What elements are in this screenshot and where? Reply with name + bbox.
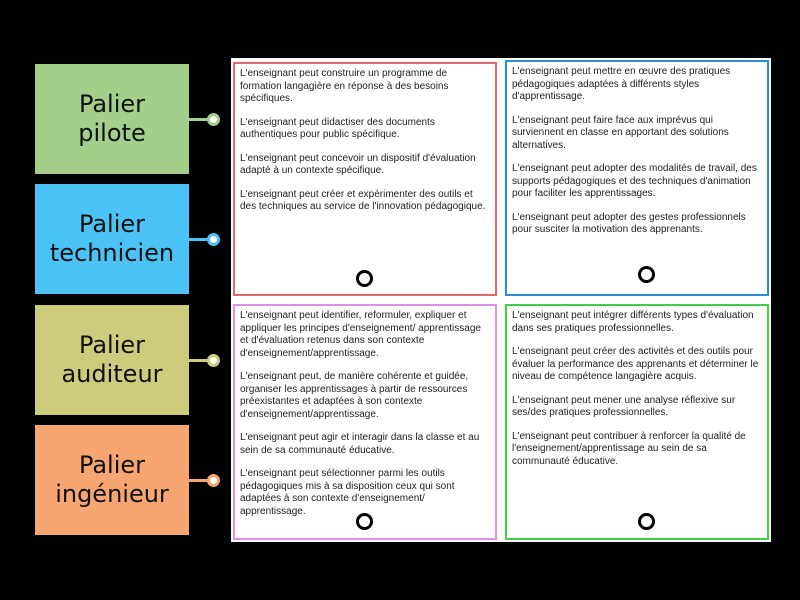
tile-label-line2: technicien — [49, 239, 175, 267]
card-paragraph: L'enseignant peut didactiser des documents authentiques pour public spécifique. — [240, 116, 435, 140]
tile-palier-ingenieur[interactable] — [35, 425, 189, 535]
drop-target-circle-icon[interactable] — [638, 266, 655, 283]
description-card-2 — [505, 60, 769, 296]
tile-connector-handle-icon[interactable] — [207, 233, 220, 246]
card-paragraph: L'enseignant peut concevoir un dispositif d'évaluation adapté à un contexte spécifique. — [240, 152, 476, 176]
tile-connector-handle-icon[interactable] — [207, 474, 220, 487]
card-paragraph: L'enseignant peut mener une analyse réflexive sur ses/des pratiques professionnelles. — [512, 394, 736, 418]
tile-label — [78, 90, 145, 148]
card-paragraph: L'enseignant peut agir et interagir dans la classe et au sein de sa communauté éducative. — [240, 432, 480, 456]
drop-target-circle-icon[interactable] — [638, 513, 655, 530]
tile-label-line2: pilote — [78, 119, 146, 147]
drop-target-circle-icon[interactable] — [356, 513, 373, 530]
card-paragraph: L'enseignant peut adopter des modalités de travail, des supports pédagogiques et des techniques d'animation pour faciliter les apprentissages. — [512, 163, 757, 199]
tile-label — [55, 451, 169, 509]
card-paragraph: L'enseignant peut faire face aux imprévus qui surviennent en classe en apportant des solutions alternatives. — [512, 114, 729, 151]
tile-label-line1: Palier — [78, 451, 146, 479]
tile-palier-auditeur[interactable] — [35, 305, 189, 415]
tile-label — [61, 331, 162, 389]
card-paragraph: L'enseignant peut construire un programme de formation langagière en réponse à des besoins spécifiques. — [240, 68, 449, 104]
tile-palier-technicien[interactable] — [35, 184, 189, 294]
card-paragraph: L'enseignant peut, de manière cohérente et guidée, organiser les apprentissages à partir de ressources préexistantes et adaptées à son contexte d'enseignement/apprentissage. — [240, 371, 469, 420]
drop-target-circle-icon[interactable] — [356, 270, 373, 287]
card-paragraph: L'enseignant peut créer des activités et des outils pour évaluer la performance des apprenants et déterminer le niveau de compétence langagière acquis. — [512, 346, 759, 382]
card-paragraph: L'enseignant peut créer et expérimenter des outils et des techniques au service de l'innovation pédagogique. — [240, 188, 486, 212]
card-paragraph: L'enseignant peut sélectionner parmi les outils pédagogiques mis à sa disposition ceux qui sont adaptées à son contexte d'enseignement/ apprentissage. — [240, 468, 455, 517]
tile-label — [50, 210, 174, 268]
tile-label-line2: ingénieur — [55, 480, 169, 508]
card-paragraph: L'enseignant peut identifier, reformuler, expliquer et appliquer les principes d'enseignement/ apprentissage et d'évaluation retenus dans son contexte d'enseignement/apprentissage. — [240, 310, 481, 359]
matching-board — [231, 58, 771, 542]
tile-label-line1: Palier — [78, 331, 146, 359]
card-paragraph: L'enseignant peut contribuer à renforcer la qualité de l'enseignement/apprentissage au sein de sa communauté éducative. — [512, 430, 746, 467]
tile-connector-handle-icon[interactable] — [207, 113, 220, 126]
tile-connector-handle-icon[interactable] — [207, 354, 220, 367]
tile-label-line1: Palier — [78, 210, 146, 238]
card-paragraph: L'enseignant peut mettre en œuvre des pratiques pédagogiques adaptées à différents styles d'apprentissage. — [512, 66, 731, 102]
card-paragraph: L'enseignant peut adopter des gestes professionnels pour susciter la motivation des apprenants. — [512, 211, 746, 235]
description-card-4 — [505, 304, 769, 540]
tile-label-line1: Palier — [78, 90, 146, 118]
card-paragraph: L'enseignant peut intégrer différents types d'évaluation dans ses pratiques professionnelles. — [512, 310, 754, 334]
tile-label-line2: auditeur — [61, 360, 163, 388]
tile-palier-pilote[interactable] — [35, 64, 189, 174]
description-card-1 — [233, 62, 497, 296]
description-card-3 — [233, 304, 497, 540]
